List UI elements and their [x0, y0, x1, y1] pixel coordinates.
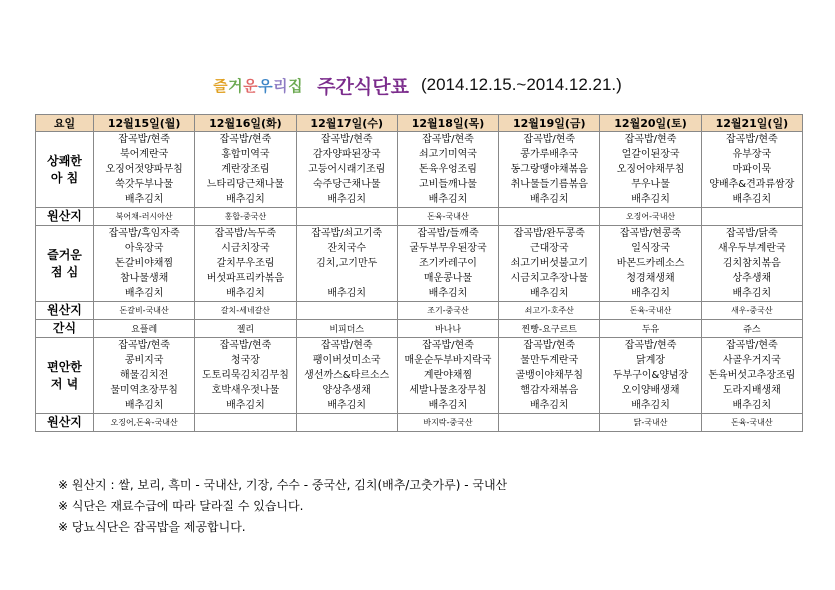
- menu-item: 잡곡밥/현죽: [422, 134, 474, 145]
- menu-item: 조기카레구이: [419, 258, 477, 269]
- breakfast-label-line: 상쾌한: [47, 153, 82, 168]
- menu-item: 팽이버섯미소국: [312, 355, 381, 366]
- menu-item: 양상추생채: [322, 385, 371, 396]
- menu-item: 일식장국: [631, 243, 670, 254]
- menu-item: 쇠고기버섯불고기: [510, 258, 588, 269]
- lunch-origin-cell: 돈갈비-국내산: [94, 302, 195, 320]
- breakfast-origin-cell: 오징어-국내산: [600, 208, 701, 226]
- breakfast-cell: [499, 132, 600, 208]
- dinner-label-line: 저 녁: [50, 376, 79, 391]
- menu-item: 잡곡밥/현죽: [219, 134, 272, 145]
- lunch-origin-cell: 갈치-세네갈산: [195, 302, 296, 320]
- menu-item: 배추김치: [428, 400, 468, 411]
- lunch-origin-cell: 새우-중국산: [701, 302, 802, 320]
- brand-letter: 리: [273, 76, 289, 95]
- menu-item: 물만두계란국: [520, 355, 579, 366]
- menu-item: 오징어야채무침: [616, 164, 685, 175]
- dinner-origin-cell: 돈육-국내산: [701, 414, 802, 432]
- menu-item: 계란장조림: [221, 164, 270, 175]
- dinner-origin-label: 원산지: [36, 414, 94, 432]
- page-header: [0, 70, 835, 100]
- dinner-cell: [195, 338, 296, 414]
- menu-item: 잡곡밥/현죽: [624, 340, 677, 351]
- menu-item: 물미역초장무침: [110, 385, 178, 396]
- menu-item: 매운콩나물: [423, 273, 473, 284]
- menu-item: 얼갈이된장국: [621, 149, 680, 160]
- menu-item: 배추김치: [428, 194, 468, 205]
- menu-item: 시금치고추장나물: [510, 273, 588, 284]
- menu-item: 잡곡밥/현죽: [118, 134, 170, 145]
- breakfast-label-line: 아 침: [50, 170, 79, 185]
- menu-item: 쇠고기미역국: [419, 149, 477, 160]
- menu-item: 호박새우젓나물: [211, 385, 280, 396]
- dinner-row: [36, 338, 803, 414]
- menu-item: 잡곡밥/현콩죽: [619, 228, 682, 239]
- lunch-label-line: 즐거운: [47, 247, 82, 262]
- menu-item: 새우두부계란국: [718, 243, 786, 254]
- menu-item: 도토리묵김치김무침: [201, 370, 289, 381]
- menu-item: 닭계장: [636, 355, 666, 366]
- menu-item: 취나물들기름볶음: [510, 179, 588, 190]
- menu-item: 잡곡밥/현죽: [523, 134, 576, 145]
- breakfast-origin-row: [36, 208, 803, 226]
- lunch-origin-cell: 쇠고기-호주산: [499, 302, 600, 320]
- snack-cell: 쥬스: [701, 320, 802, 338]
- menu-item: 배추김치: [327, 194, 367, 205]
- lunch-label-line: 점 심: [50, 264, 79, 279]
- menu-item: 배추김치: [732, 288, 772, 299]
- snack-cell: 바나나: [397, 320, 498, 338]
- menu-item: 배추김치: [631, 288, 670, 299]
- lunch-cell: [195, 226, 296, 302]
- day-header: 12월16일(화): [195, 115, 296, 132]
- menu-item: 배추김치: [226, 288, 265, 299]
- menu-item: 잔치국수: [327, 243, 367, 254]
- brand-letter: 우: [258, 76, 274, 95]
- page-title: 주간식단표: [317, 75, 409, 98]
- menu-item: 무우나물: [631, 179, 670, 190]
- menu-item: 배추김치: [631, 400, 670, 411]
- menu-item: 골뱅이야채무침: [515, 370, 584, 381]
- menu-item: 오징어젓양파무침: [105, 164, 183, 175]
- day-header: 12월17일(수): [296, 115, 397, 132]
- menu-item: 잡곡밥/현죽: [726, 134, 778, 145]
- day-header: 12월21일(일): [701, 115, 802, 132]
- brand-letter: 거: [228, 76, 244, 95]
- menu-item: 배추김치: [732, 194, 772, 205]
- menu-item: 양배추&견과류쌈장: [709, 179, 795, 190]
- menu-item: 청경채생채: [626, 273, 675, 284]
- menu-item: 배추김치: [631, 194, 670, 205]
- breakfast-origin-cell: [499, 208, 600, 226]
- dinner-origin-cell: 닭-국내산: [600, 414, 701, 432]
- lunch-cell: [94, 226, 195, 302]
- menu-item: 아욱장국: [124, 243, 164, 254]
- breakfast-cell: [600, 132, 701, 208]
- menu-item: 잡곡밥/들깨죽: [417, 228, 479, 239]
- menu-item: 상추생채: [732, 273, 772, 284]
- dinner-origin-cell: 오징어,돈육-국내산: [94, 414, 195, 432]
- menu-item: 느타리당근채나물: [206, 179, 285, 190]
- menu-item: 배추김치: [226, 400, 265, 411]
- menu-item: 고비들깨나물: [419, 179, 477, 190]
- breakfast-cell: [94, 132, 195, 208]
- lunch-origin-cell: 조기-중국산: [397, 302, 498, 320]
- menu-item: 햄감자채볶음: [520, 385, 579, 396]
- menu-item: 배추김치: [124, 288, 164, 299]
- note-origin: ※ 원산지 : 쌀, 보리, 흑미 - 국내산, 기장, 수수 - 중국산, 김치(배추/고춧가루) - 국내산: [58, 478, 508, 492]
- dinner-origin-row: [36, 414, 803, 432]
- lunch-origin-label: 원산지: [36, 302, 94, 320]
- menu-item: 오이양배생채: [621, 385, 680, 396]
- menu-item: 두부구이&양념장: [612, 370, 689, 381]
- menu-item: [297, 271, 397, 286]
- menu-item: 김치,고기만두: [316, 258, 378, 269]
- menu-item: 고등어시래기조림: [308, 164, 386, 175]
- menu-item: 감자양파된장국: [312, 149, 381, 160]
- dinner-origin-cell: 바지락-중국산: [397, 414, 498, 432]
- snack-cell: 젤리: [195, 320, 296, 338]
- menu-item: 배추김치: [428, 288, 468, 299]
- breakfast-cell: [195, 132, 296, 208]
- menu-period: (2014.12.15.~2014.12.21.): [420, 75, 622, 94]
- snack-cell: 두유: [600, 320, 701, 338]
- dinner-cell: [701, 338, 802, 414]
- menu-item: 근대장국: [529, 243, 569, 254]
- menu-item: 배추김치: [226, 194, 265, 205]
- day-header: 12월15일(월): [94, 115, 195, 132]
- brand-letter: 집: [288, 76, 304, 95]
- breakfast-row: [36, 132, 803, 208]
- menu-item: 잡곡밥/현죽: [118, 340, 170, 351]
- menu-item: 잡곡밥/현죽: [320, 134, 373, 145]
- menu-item: 굴두부무우된장국: [409, 243, 487, 254]
- menu-item: 쑥갓두부나물: [115, 179, 174, 190]
- menu-item: 참나물생채: [119, 273, 169, 284]
- snack-cell: 요플레: [94, 320, 195, 338]
- lunch-row: [36, 226, 803, 302]
- breakfast-origin-cell: [701, 208, 802, 226]
- lunch-cell: [499, 226, 600, 302]
- menu-item: 배추김치: [529, 400, 569, 411]
- menu-item: 김치참치볶음: [722, 258, 781, 269]
- lunch-origin-row: [36, 302, 803, 320]
- menu-item: 해물김치전: [119, 370, 169, 381]
- menu-item: 돈육버섯고추장조림: [708, 370, 796, 381]
- brand-logo: [213, 75, 303, 96]
- day-header: 12월18일(목): [397, 115, 498, 132]
- weekly-menu-table: [35, 114, 803, 432]
- breakfast-origin-cell: 돈육-국내산: [397, 208, 498, 226]
- snack-row: [36, 320, 803, 338]
- menu-item: 바몬드카레소스: [616, 258, 685, 269]
- menu-item: 동그랑땡야채볶음: [510, 164, 588, 175]
- menu-item: 시금치장국: [221, 243, 270, 254]
- lunch-cell: [600, 226, 701, 302]
- lunch-cell: [701, 226, 802, 302]
- menu-item: 잡곡밥/완두콩죽: [513, 228, 585, 239]
- snack-cell: 찐빵-요구르트: [499, 320, 600, 338]
- breakfast-origin-cell: 홍합-중국산: [195, 208, 296, 226]
- menu-item: 돈육우엉조림: [419, 164, 477, 175]
- menu-item: 잡곡밥/현죽: [320, 340, 373, 351]
- snack-cell: 비피더스: [296, 320, 397, 338]
- menu-item: 잡곡밥/현죽: [624, 134, 677, 145]
- day-header: 12월20일(토): [600, 115, 701, 132]
- breakfast-origin-label: 원산지: [36, 208, 94, 226]
- breakfast-cell: [397, 132, 498, 208]
- dinner-cell: [600, 338, 701, 414]
- breakfast-cell: [296, 132, 397, 208]
- notes: [58, 475, 507, 538]
- menu-item: 유부장국: [732, 149, 772, 160]
- menu-item: 계란야채찜: [423, 370, 473, 381]
- menu-item: 배추김치: [124, 400, 164, 411]
- menu-item: 배추김치: [732, 400, 772, 411]
- lunch-origin-cell: [296, 302, 397, 320]
- snack-label: 간식: [36, 320, 94, 338]
- dinner-origin-cell: [195, 414, 296, 432]
- menu-item: 도라지배생채: [722, 385, 781, 396]
- menu-item: 잡곡밥/쇠고기죽: [311, 228, 383, 239]
- menu-item: 배추김치: [529, 288, 569, 299]
- menu-item: 잡곡밥/현죽: [523, 340, 576, 351]
- menu-item: 버섯파프리카볶음: [206, 273, 285, 284]
- menu-item: 콩가루배추국: [520, 149, 579, 160]
- day-header: 12월19일(금): [499, 115, 600, 132]
- dinner-cell: [397, 338, 498, 414]
- lunch-cell: [397, 226, 498, 302]
- note-supply: ※ 식단은 재료수급에 따라 달라질 수 있습니다.: [58, 499, 304, 513]
- menu-item: 배추김치: [529, 194, 569, 205]
- breakfast-cell: [701, 132, 802, 208]
- menu-item: 배추김치: [124, 194, 164, 205]
- breakfast-origin-cell: 북어채-러시아산: [94, 208, 195, 226]
- breakfast-origin-cell: [296, 208, 397, 226]
- lunch-label: [36, 226, 94, 302]
- dinner-label: [36, 338, 94, 414]
- menu-item: 돈갈비야채찜: [115, 258, 174, 269]
- menu-item: 잡곡밥/현죽: [726, 340, 778, 351]
- dinner-origin-cell: [499, 414, 600, 432]
- menu-item: 잡곡밥/흑임자죽: [108, 228, 180, 239]
- dinner-cell: [94, 338, 195, 414]
- brand-letter: 즐: [213, 76, 229, 95]
- menu-item: 세발나물초장무침: [409, 385, 487, 396]
- breakfast-label: [36, 132, 94, 208]
- menu-item: 생선까스&타르소스: [304, 370, 390, 381]
- menu-item: 갈치무우조림: [216, 258, 275, 269]
- menu-item: 마파이묵: [732, 164, 772, 175]
- menu-item: 매운순두부바지락국: [404, 355, 492, 366]
- menu-item: 잡곡밥/현죽: [422, 340, 474, 351]
- menu-item: 배추김치: [327, 288, 367, 299]
- dinner-origin-cell: [296, 414, 397, 432]
- menu-item: 북어계란국: [119, 149, 169, 160]
- menu-item: 청국장: [230, 355, 260, 366]
- lunch-cell: [296, 226, 397, 302]
- day-column-header: 요일: [36, 115, 94, 132]
- brand-letter: 운: [243, 76, 259, 95]
- note-diabetes: ※ 당뇨식단은 잡곡밥을 제공합니다.: [58, 520, 246, 534]
- menu-item: 잡곡밥/녹두죽: [214, 228, 277, 239]
- menu-item: 콩비지국: [124, 355, 164, 366]
- menu-item: 잡곡밥/현죽: [219, 340, 272, 351]
- header-row: [36, 115, 803, 132]
- menu-item: 홍합미역국: [221, 149, 270, 160]
- menu-item: 숙주당근채나물: [312, 179, 381, 190]
- menu-item: 잡곡밥/닭죽: [726, 228, 778, 239]
- lunch-origin-cell: 돈육-국내산: [600, 302, 701, 320]
- dinner-label-line: 편안한: [47, 359, 82, 374]
- dinner-cell: [296, 338, 397, 414]
- menu-item: 배추김치: [327, 400, 367, 411]
- dinner-cell: [499, 338, 600, 414]
- menu-item: 사골우거지국: [722, 355, 781, 366]
